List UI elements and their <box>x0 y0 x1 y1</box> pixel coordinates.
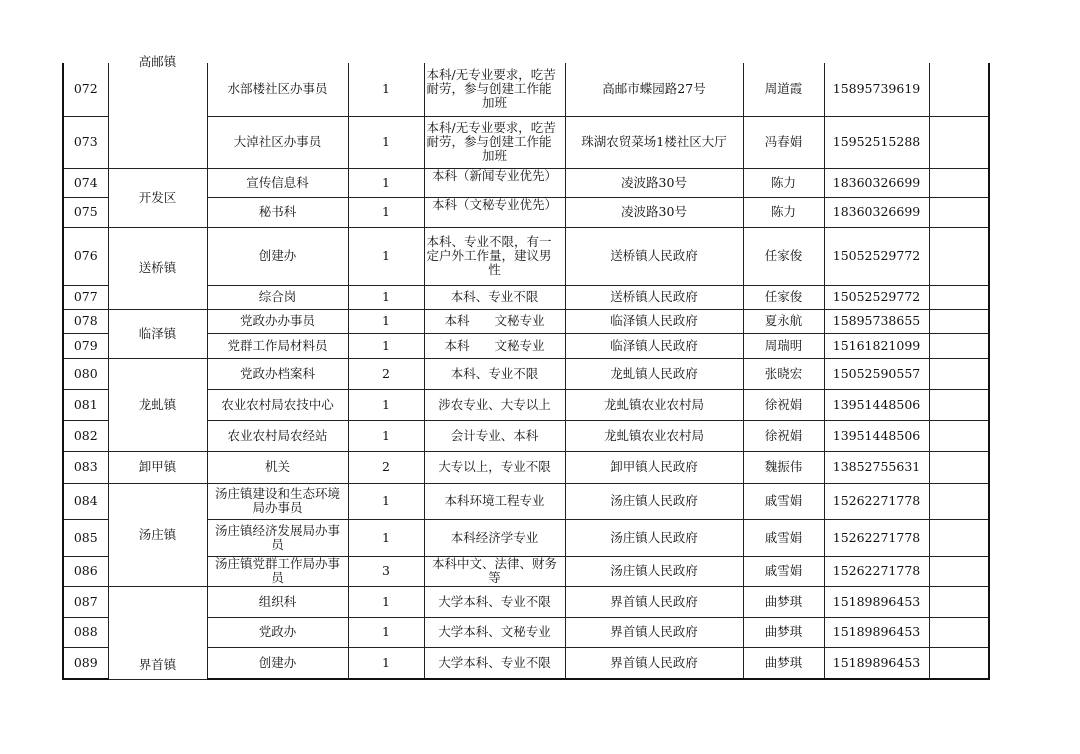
table-row <box>63 168 989 197</box>
note-cell <box>929 420 989 451</box>
note-cell <box>929 227 989 285</box>
headcount-cell: 3 <box>348 556 424 586</box>
phone-cell: 15161821099 <box>824 333 929 358</box>
department-cell: 宣传信息科 <box>207 168 348 197</box>
phone-cell: 13852755631 <box>824 451 929 483</box>
headcount-cell: 1 <box>348 116 424 168</box>
department-cell: 组织科 <box>207 586 348 617</box>
contact-cell: 曲梦琪 <box>743 617 824 647</box>
headcount-cell: 2 <box>348 358 424 389</box>
headcount-cell: 1 <box>348 647 424 679</box>
table-row <box>63 586 989 617</box>
phone-cell: 15189896453 <box>824 586 929 617</box>
contact-cell: 戚雪娟 <box>743 519 824 556</box>
town-cell: 开发区 <box>108 168 207 227</box>
note-cell <box>929 116 989 168</box>
address-cell: 卸甲镇人民政府 <box>565 451 743 483</box>
department-cell: 大淖社区办事员 <box>207 116 348 168</box>
requirement-cell: 本科、专业不限 <box>424 285 565 309</box>
row-number: 078 <box>63 309 108 333</box>
requirement-cell: 本科/无专业要求，吃苦耐劳，参与创建工作能加班 <box>424 63 565 116</box>
requirement-cell <box>424 556 565 586</box>
requirement-cell: 大学本科、文秘专业 <box>424 617 565 647</box>
note-cell <box>929 63 989 116</box>
headcount-cell: 1 <box>348 420 424 451</box>
note-cell <box>929 556 989 586</box>
requirement-cell: 本科 文秘专业 <box>424 309 565 333</box>
department-cell: 党政办办事员 <box>207 309 348 333</box>
table-row <box>63 309 989 333</box>
requirement-cell <box>424 197 565 227</box>
note-cell <box>929 333 989 358</box>
table-row <box>63 483 989 519</box>
department-cell: 汤庄镇建设和生态环境局办事员 <box>207 483 348 519</box>
contact-cell: 周瑞明 <box>743 333 824 358</box>
phone-cell: 15189896453 <box>824 647 929 679</box>
phone-cell: 13951448506 <box>824 420 929 451</box>
requirement-text: 本科（文秘专业优先） <box>431 197 557 212</box>
contact-cell: 夏永航 <box>743 309 824 333</box>
row-number: 081 <box>63 389 108 420</box>
headcount-cell: 1 <box>348 285 424 309</box>
contact-cell: 任家俊 <box>743 285 824 309</box>
requirement-cell <box>424 168 565 197</box>
table-row <box>63 451 989 483</box>
department-cell: 汤庄镇经济发展局办事员 <box>207 519 348 556</box>
contact-cell: 徐祝娟 <box>743 389 824 420</box>
contact-cell: 陈力 <box>743 197 824 227</box>
address-cell: 凌波路30号 <box>565 168 743 197</box>
headcount-cell: 1 <box>348 483 424 519</box>
headcount-cell: 1 <box>348 309 424 333</box>
phone-cell: 15189896453 <box>824 617 929 647</box>
headcount-cell: 1 <box>348 333 424 358</box>
town-cell: 龙虬镇 <box>108 358 207 451</box>
note-cell <box>929 483 989 519</box>
row-number: 080 <box>63 358 108 389</box>
requirement-cell: 本科经济学专业 <box>424 519 565 556</box>
department-cell: 机关 <box>207 451 348 483</box>
contact-cell: 曲梦琪 <box>743 647 824 679</box>
row-number: 083 <box>63 451 108 483</box>
department-cell: 秘书科 <box>207 197 348 227</box>
contact-cell: 曲梦琪 <box>743 586 824 617</box>
phone-cell: 15052590557 <box>824 358 929 389</box>
address-cell: 汤庄镇人民政府 <box>565 519 743 556</box>
row-number: 075 <box>63 197 108 227</box>
table-row <box>63 227 989 285</box>
requirement-cell: 涉农专业、大专以上 <box>424 389 565 420</box>
row-number: 079 <box>63 333 108 358</box>
phone-cell: 15952515288 <box>824 116 929 168</box>
note-cell <box>929 358 989 389</box>
table-row <box>63 63 989 116</box>
phone-cell: 18360326699 <box>824 168 929 197</box>
requirement-cell: 大学本科、专业不限 <box>424 586 565 617</box>
address-cell: 送桥镇人民政府 <box>565 285 743 309</box>
requirement-cell: 大学本科、专业不限 <box>424 647 565 679</box>
requirement-cell: 会计专业、本科 <box>424 420 565 451</box>
note-cell <box>929 451 989 483</box>
headcount-cell: 1 <box>348 519 424 556</box>
headcount-cell: 1 <box>348 63 424 116</box>
town-cell: 临泽镇 <box>108 309 207 358</box>
contact-cell: 陈力 <box>743 168 824 197</box>
headcount-cell: 1 <box>348 617 424 647</box>
department-cell: 党政办档案科 <box>207 358 348 389</box>
contact-cell: 周道霞 <box>743 63 824 116</box>
row-number: 077 <box>63 285 108 309</box>
phone-cell: 15895738655 <box>824 309 929 333</box>
department-text: 汤庄镇党群工作局办事员 <box>214 556 340 585</box>
headcount-cell: 1 <box>348 389 424 420</box>
phone-cell: 15262271778 <box>824 556 929 586</box>
row-number: 072 <box>63 63 108 116</box>
phone-cell: 15052529772 <box>824 285 929 309</box>
address-cell: 界首镇人民政府 <box>565 617 743 647</box>
department-cell: 农业农村局农经站 <box>207 420 348 451</box>
department-cell: 水部楼社区办事员 <box>207 63 348 116</box>
row-number: 076 <box>63 227 108 285</box>
requirement-cell: 本科 文秘专业 <box>424 333 565 358</box>
address-cell: 界首镇人民政府 <box>565 586 743 617</box>
phone-cell: 15262271778 <box>824 519 929 556</box>
note-cell <box>929 617 989 647</box>
note-cell <box>929 197 989 227</box>
department-cell: 党政办 <box>207 617 348 647</box>
note-cell <box>929 586 989 617</box>
town-cell: 界首镇 <box>108 586 207 679</box>
note-cell <box>929 168 989 197</box>
note-cell <box>929 389 989 420</box>
address-cell: 龙虬镇农业农村局 <box>565 420 743 451</box>
headcount-cell: 1 <box>348 168 424 197</box>
department-cell <box>207 556 348 586</box>
department-cell: 创建办 <box>207 227 348 285</box>
town-cell <box>108 54 207 168</box>
requirement-cell: 本科、专业不限 <box>424 358 565 389</box>
contact-cell: 戚雪娟 <box>743 483 824 519</box>
address-cell: 临泽镇人民政府 <box>565 309 743 333</box>
address-cell: 汤庄镇人民政府 <box>565 556 743 586</box>
requirement-cell: 本科、专业不限，有一定户外工作量，建议男性 <box>424 227 565 285</box>
note-cell <box>929 519 989 556</box>
requirement-cell: 大专以上，专业不限 <box>424 451 565 483</box>
contact-cell: 任家俊 <box>743 227 824 285</box>
town-cell: 卸甲镇 <box>108 451 207 483</box>
headcount-cell: 1 <box>348 227 424 285</box>
table-row <box>63 358 989 389</box>
row-number: 073 <box>63 116 108 168</box>
headcount-cell: 1 <box>348 586 424 617</box>
town-cell: 汤庄镇 <box>108 483 207 586</box>
row-number: 085 <box>63 519 108 556</box>
address-cell: 汤庄镇人民政府 <box>565 483 743 519</box>
row-number: 082 <box>63 420 108 451</box>
department-cell: 农业农村局农技中心 <box>207 389 348 420</box>
address-cell: 高邮市蝶园路27号 <box>565 63 743 116</box>
headcount-cell: 1 <box>348 197 424 227</box>
requirement-cell: 本科环境工程专业 <box>424 483 565 519</box>
recruitment-table <box>62 54 990 680</box>
address-cell: 龙虬镇农业农村局 <box>565 389 743 420</box>
contact-cell: 徐祝娟 <box>743 420 824 451</box>
department-cell: 创建办 <box>207 647 348 679</box>
note-cell <box>929 647 989 679</box>
address-cell: 临泽镇人民政府 <box>565 333 743 358</box>
department-cell: 综合岗 <box>207 285 348 309</box>
note-cell <box>929 309 989 333</box>
phone-cell: 15052529772 <box>824 227 929 285</box>
address-cell: 珠湖农贸菜场1楼社区大厅 <box>565 116 743 168</box>
requirement-cell: 本科/无专业要求，吃苦耐劳，参与创建工作能加班 <box>424 116 565 168</box>
row-number: 087 <box>63 586 108 617</box>
row-number: 086 <box>63 556 108 586</box>
address-cell: 界首镇人民政府 <box>565 647 743 679</box>
row-number: 088 <box>63 617 108 647</box>
row-number: 089 <box>63 647 108 679</box>
contact-cell: 戚雪娟 <box>743 556 824 586</box>
town-cell: 送桥镇 <box>108 227 207 309</box>
phone-cell: 15262271778 <box>824 483 929 519</box>
requirement-text: 本科中文、法律、财务等 <box>431 556 557 585</box>
phone-cell: 13951448506 <box>824 389 929 420</box>
phone-cell: 15895739619 <box>824 63 929 116</box>
phone-cell: 18360326699 <box>824 197 929 227</box>
contact-cell: 魏振伟 <box>743 451 824 483</box>
address-cell: 送桥镇人民政府 <box>565 227 743 285</box>
requirement-text: 本科（新闻专业优先） <box>431 167 557 183</box>
town-name: 高邮镇 <box>138 54 177 69</box>
row-number: 074 <box>63 168 108 197</box>
headcount-cell: 2 <box>348 451 424 483</box>
note-cell <box>929 285 989 309</box>
department-cell: 党群工作局材料员 <box>207 333 348 358</box>
address-cell: 龙虬镇人民政府 <box>565 358 743 389</box>
address-cell: 凌波路30号 <box>565 197 743 227</box>
contact-cell: 张晓宏 <box>743 358 824 389</box>
contact-cell: 冯春娟 <box>743 116 824 168</box>
row-number: 084 <box>63 483 108 519</box>
